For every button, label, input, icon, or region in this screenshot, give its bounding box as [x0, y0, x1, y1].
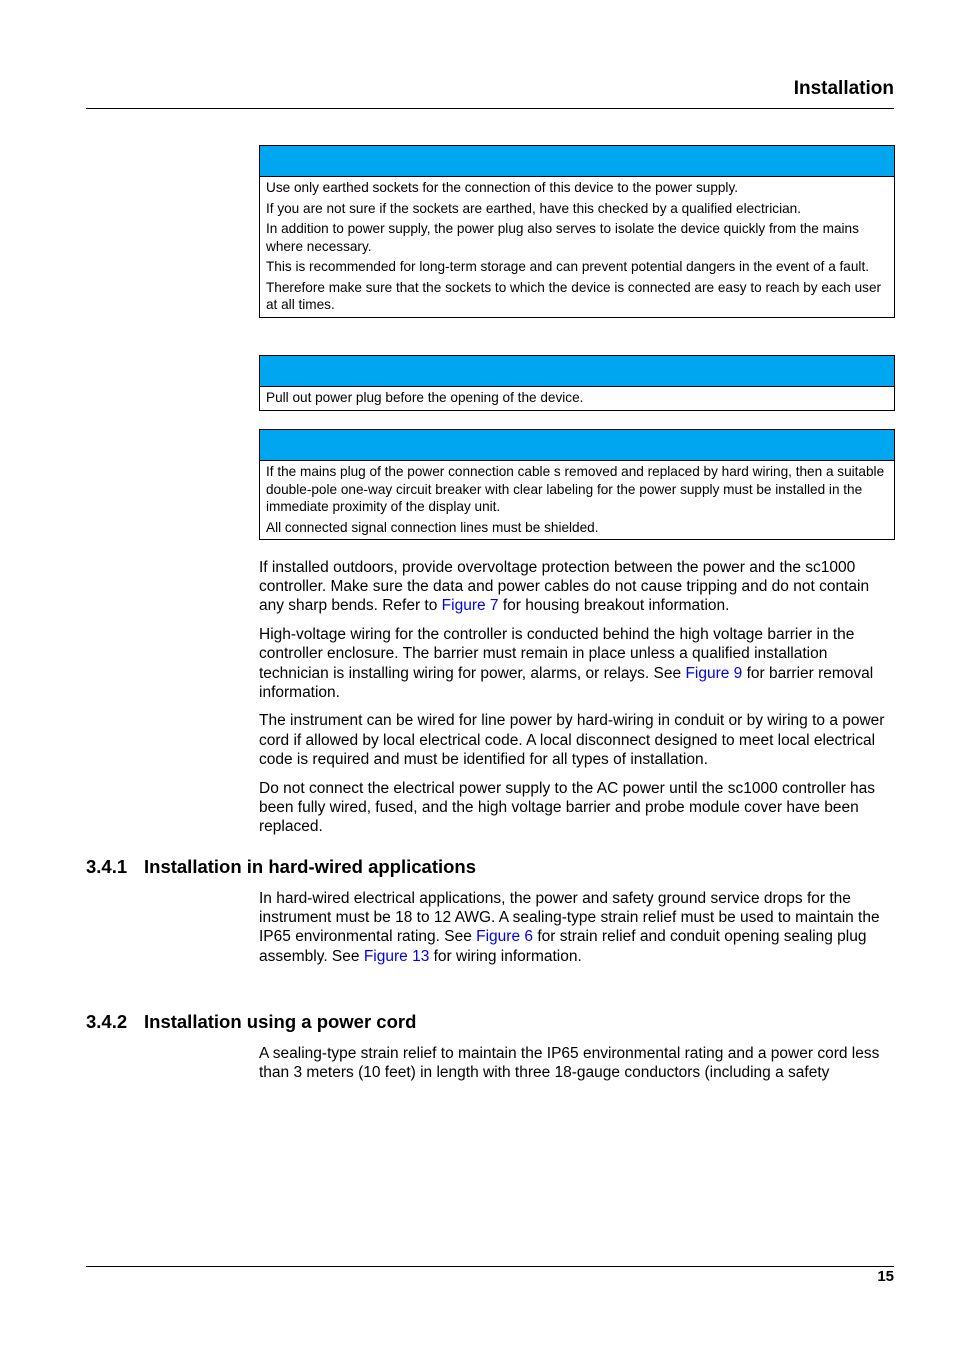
warning-line: This is recommended for long-term storage and can prevent potential dangers in the event of a fault.	[266, 259, 869, 274]
warning-line: If the mains plug of the power connection cable s removed and replaced by hard wiring, then a suitable double-pole one-way circuit breaker with clear labeling for the power supply must be installed in the immediate proximity of the display unit.	[266, 464, 885, 514]
paragraph-high-voltage-wiring	[259, 625, 895, 702]
warning-box-header-bar	[260, 430, 894, 461]
section-3-4-2-body	[259, 1044, 895, 1092]
warning-box-body	[260, 387, 894, 410]
section-number: 3.4.1	[86, 856, 128, 877]
figure-6-link[interactable]: Figure 6	[476, 928, 534, 946]
section-number: 3.4.2	[86, 1011, 128, 1032]
warning-line: In addition to power supply, the power plug also serves to isolate the device quickly from the mains where necessary.	[266, 221, 859, 254]
header-rule	[86, 108, 894, 109]
paragraph-text: for barrier removal information.	[259, 664, 874, 701]
warning-box-body	[260, 461, 894, 539]
warning-box-header-bar	[260, 356, 894, 387]
warning-line: Pull out power plug before the opening of the device.	[266, 390, 584, 405]
paragraph-hard-wired	[259, 889, 895, 966]
footer-rule	[86, 1266, 894, 1267]
warning-box-power-plug	[259, 355, 895, 411]
warning-box-header-bar	[260, 146, 894, 177]
paragraph-outdoor-installation	[259, 558, 895, 616]
section-3-4-1-body	[259, 889, 895, 975]
warning-box-body	[260, 177, 894, 317]
paragraph-power-cord: A sealing-type strain relief to maintain the IP65 environmental rating and a power cord less than 3 meters (10 feet) in length with three 18-gauge conductors (including a safety	[259, 1045, 880, 1082]
paragraph-text: for strain relief and conduit opening sealing plug assembly. See	[259, 928, 867, 965]
paragraph-text: If installed outdoors, provide overvoltage protection between the power and the sc1000 controller. Make sure the data and power cables do not cause tripping and do not contain any sharp bends. Refer to	[259, 559, 870, 615]
paragraph-text: High-voltage wiring for the controller is conducted behind the high voltage barrier in the controller enclosure. The barrier must remain in place unless a qualified installation technician is installing wiring for power, alarms, or relays. See	[259, 626, 855, 682]
figure-7-link[interactable]: Figure 7	[441, 597, 499, 615]
warning-line: Use only earthed sockets for the connection of this device to the power supply.	[266, 180, 739, 195]
section-title: Installation using a power cord	[144, 1011, 417, 1032]
warning-box-hard-wiring	[259, 429, 895, 540]
section-heading-3-4-1	[86, 856, 476, 878]
section-heading-3-4-2	[86, 1011, 416, 1033]
figure-9-link[interactable]: Figure 9	[685, 664, 743, 682]
page-header-title: Installation	[793, 78, 894, 99]
warning-line: If you are not sure if the sockets are earthed, have this checked by a qualified electrician.	[266, 200, 801, 216]
body-paragraphs	[259, 558, 895, 846]
page-number: 15	[877, 1268, 894, 1285]
warning-line: All connected signal connection lines must be shielded.	[266, 519, 599, 535]
paragraph-text: In hard-wired electrical applications, the power and safety ground service drops for the instrument must be 18 to 12 AWG. A sealing-type strain relief must be used to maintain the IP65 environmental rating. See	[259, 890, 880, 946]
paragraph-text: for housing breakout information.	[498, 597, 730, 615]
section-title: Installation in hard-wired applications	[144, 856, 477, 877]
figure-13-link[interactable]: Figure 13	[363, 947, 430, 965]
paragraph-text: for wiring information.	[429, 947, 582, 965]
warning-box-earthed-sockets	[259, 145, 895, 318]
warning-line: Therefore make sure that the sockets to which the device is connected are easy to reach by each user at all times.	[266, 279, 882, 312]
paragraph-do-not-connect: Do not connect the electrical power supply to the AC power until the sc1000 controller has been fully wired, fused, and the high voltage barrier and probe module cover have been replaced.	[259, 779, 876, 835]
paragraph-line-power: The instrument can be wired for line power by hard-wiring in conduit or by wiring to a power cord if allowed by local electrical code. A local disconnect designed to meet local electrical code is required and must be identified for all types of installation.	[259, 712, 885, 768]
